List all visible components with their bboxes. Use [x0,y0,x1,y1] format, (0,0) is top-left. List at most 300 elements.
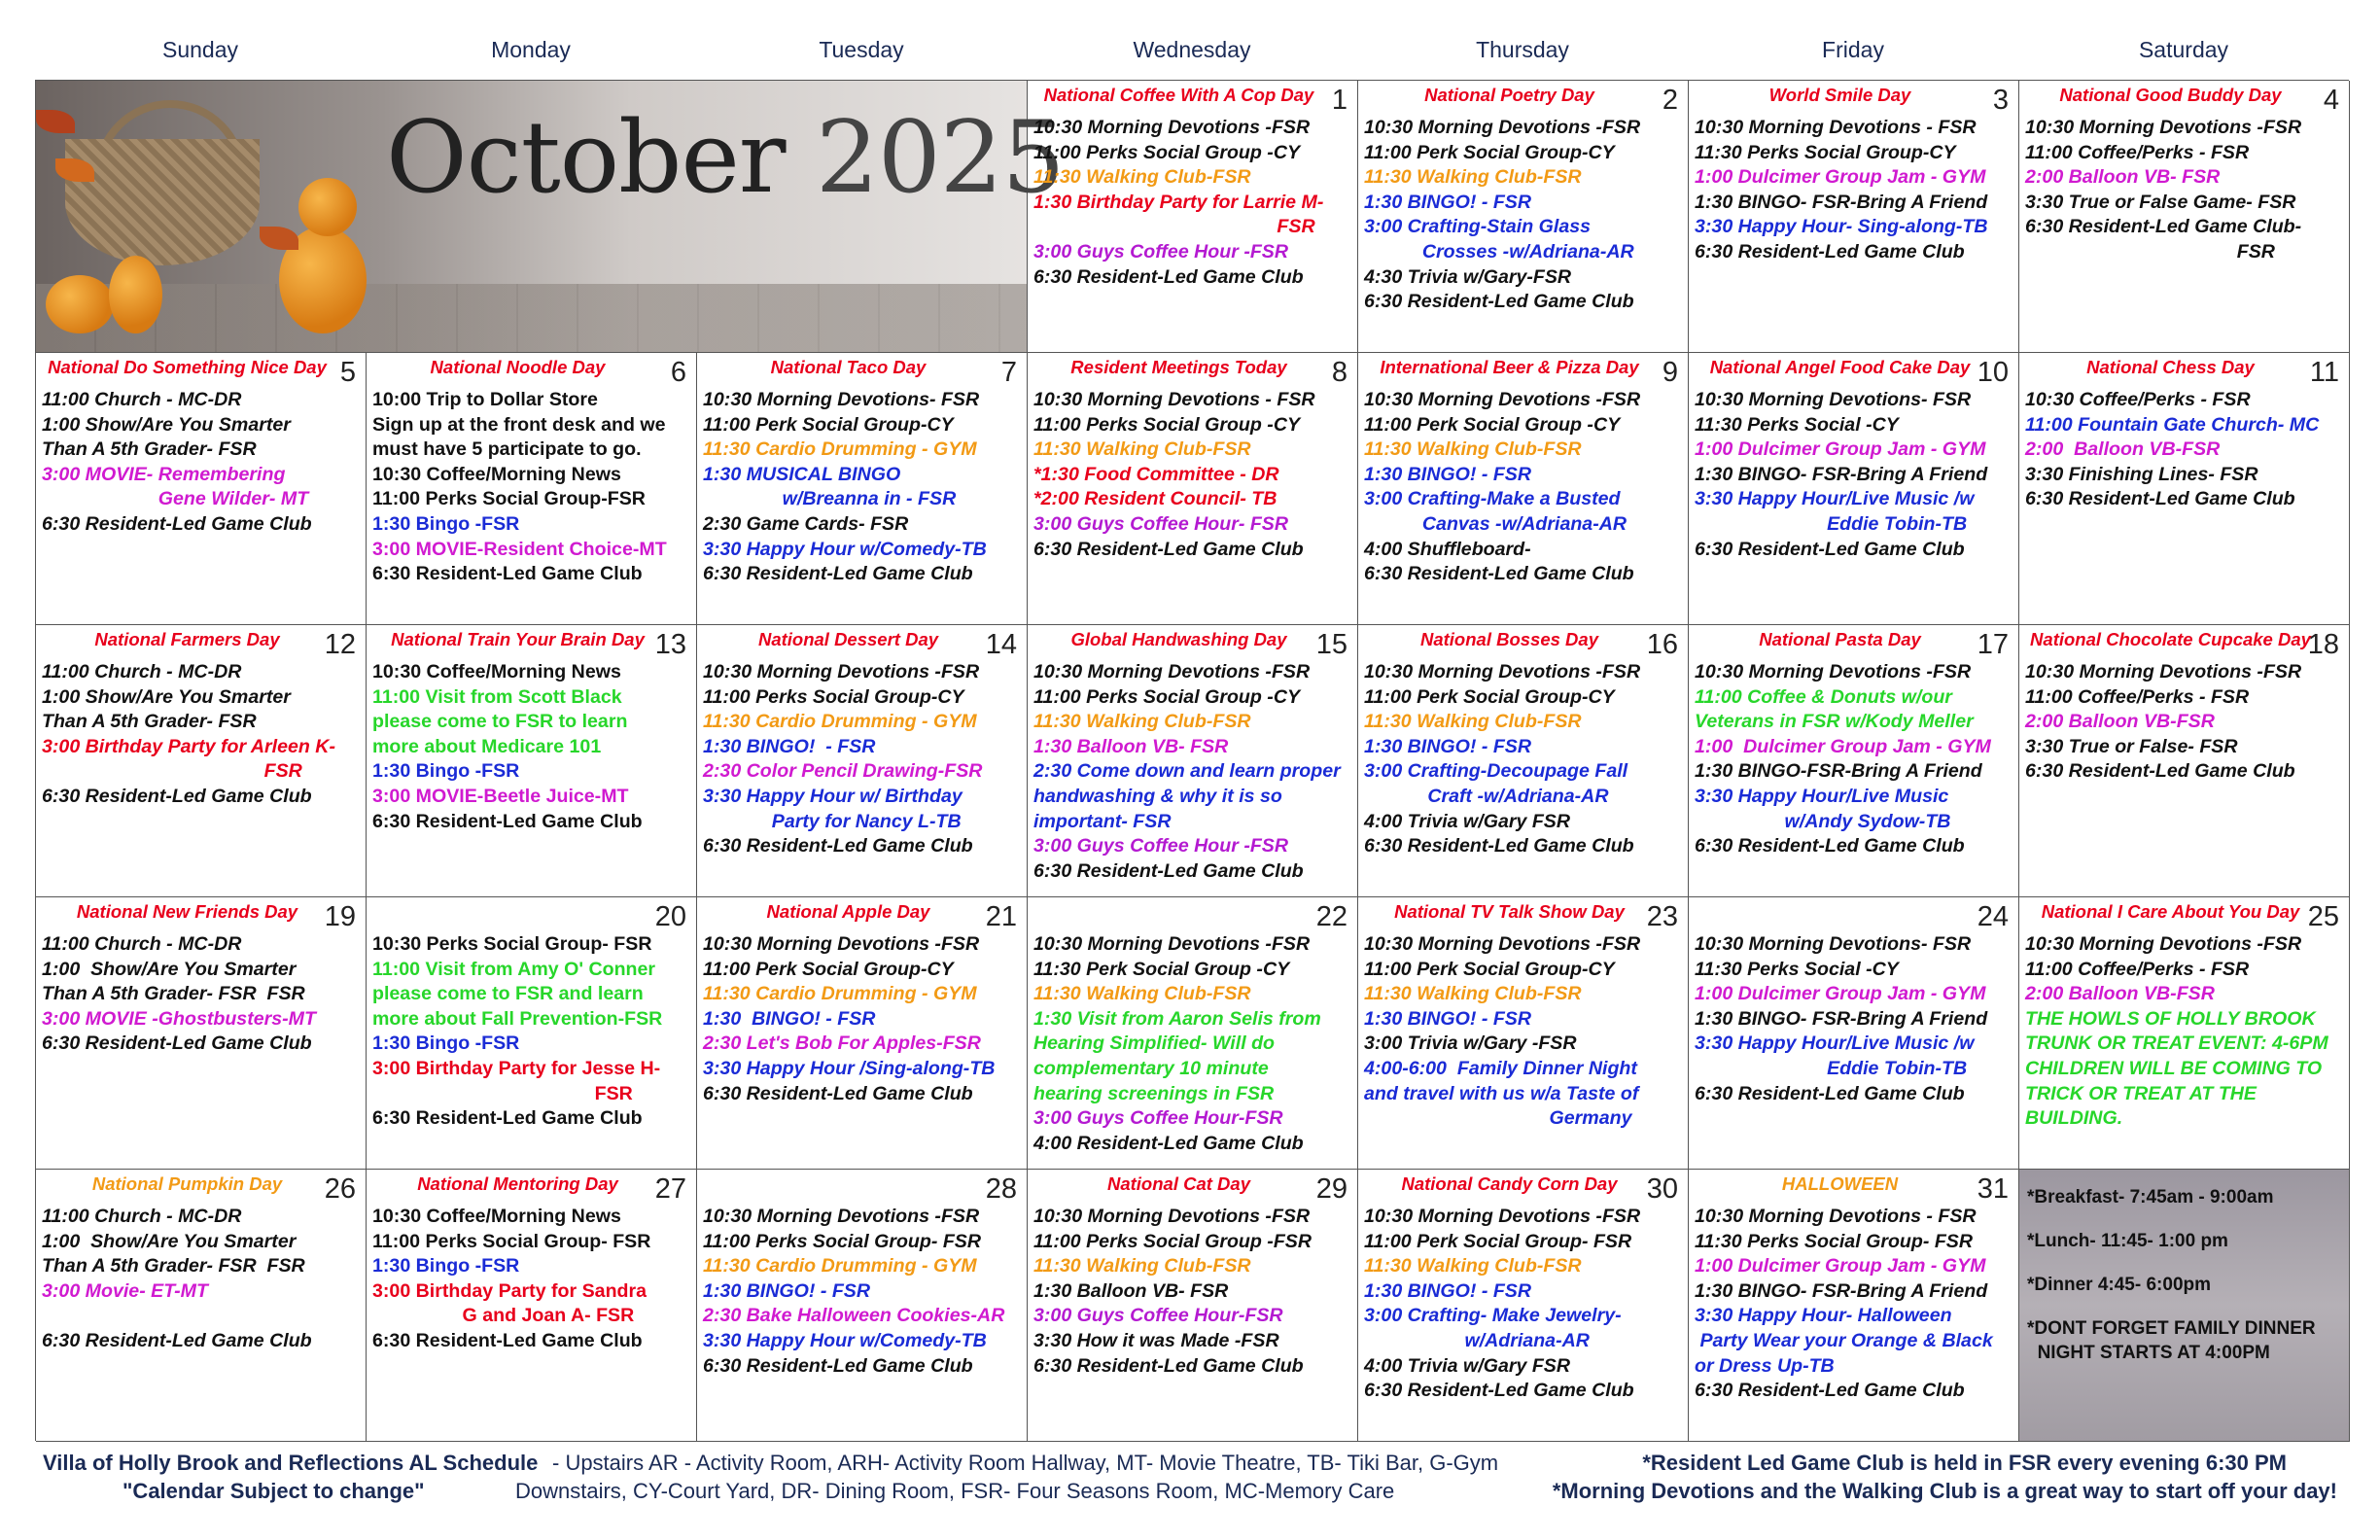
day-number: 3 [1992,85,2009,116]
autumn-leaf-decoration [36,110,75,133]
event-item: 10:30 Morning Devotions - FSR [1033,389,1315,410]
holiday-title: National Farmers Day [94,629,280,649]
event-item: 11:00 Church - MC-DR [42,661,242,682]
event-item: 11:00 Church - MC-DR [42,933,242,955]
event-item: 1:30 Bingo -FSR [372,1032,520,1055]
event-item: 11:00 Perk Social Group -CY [1364,413,1621,436]
event-item: 10:30 Coffee/Morning News [372,661,621,682]
day-number: 21 [985,901,1017,932]
event-item: 3:00 Birthday Party for Jesse H- FSR [372,1057,661,1104]
event-item: 3:00 Guys Coffee Hour- FSR [1033,512,1289,535]
event-item: 6:30 Resident-Led Game Club [372,1107,643,1130]
event-item: 11:00 Coffee/Perks - FSR [2025,685,2250,708]
event-list [1033,660,1351,884]
weekday-label: Tuesday [819,37,904,62]
event-item: 1:00 Show/Are You Smarter Than A 5th Grader- FSR FSR [42,958,305,1005]
day-number: 16 [1646,629,1678,660]
holiday-title: National Chocolate Cupcake Day [2030,629,2311,649]
day-number: 8 [1331,357,1348,388]
holiday-title [1695,901,2012,923]
event-item: 11:00 Visit from Amy O' Conner please come to FSR and learn more about Fall Prevention-FSR [372,958,663,1030]
event-item: 3:30 Happy Hour w/ Birthday Party for Nancy L-TB [703,785,962,832]
holiday-title: National Cat Day [1106,1173,1250,1194]
event-item: 6:30 Resident-Led Game Club [1695,1082,1965,1104]
day-cell [1689,897,2019,1170]
event-item: 1:30 Balloon VB- FSR [1033,1279,1229,1302]
event-list [703,1205,1021,1379]
event-item: 4:30 Trivia w/Gary-FSR [1364,265,1572,288]
day-cell [1689,625,2019,897]
event-item: 11:30 Walking Club-FSR [1364,166,1582,189]
meal-time-note: *Breakfast- 7:45am - 9:00am [2027,1187,2274,1208]
event-item: 11:30 Walking Club-FSR [1364,1255,1582,1278]
event-item: 6:30 Resident-Led Game Club [42,785,312,807]
event-item: 6:30 Resident-Led Game Club [2025,488,2295,510]
event-item: 3:30 Happy Hour w/Comedy-TB [703,538,987,560]
holiday-title: National Mentoring Day [417,1173,618,1194]
day-cell [697,897,1028,1170]
event-item: 11:30 Walking Club-FSR [1364,711,1582,733]
event-item: 4:00 Resident-Led Game Club [1033,1132,1304,1154]
event-item: 10:30 Morning Devotions -FSR [1033,661,1311,682]
event-item: 11:00 Perks Social Group-CY [703,685,964,708]
event-item: 1:30 MUSICAL BINGO w/Breanna in - FSR [703,463,957,510]
event-item: 3:00 Movie- ET-MT [42,1279,208,1302]
event-item: 11:00 Visit from Scott Black please come to FSR to learn more about Medicare 101 [372,685,628,757]
day-cell [1028,625,1358,897]
event-item [42,1304,360,1329]
day-cell [367,625,697,897]
day-number: 11 [2309,357,2339,388]
event-item: 10:30 Morning Devotions -FSR [703,933,980,955]
holiday-title: National Noodle Day [430,357,606,377]
holiday-title: National Candy Corn Day [1401,1173,1618,1194]
event-list [1364,932,1682,1132]
event-item: 1:30 BINGO! - FSR [1364,735,1532,757]
event-item: 1:00 Dulcimer Group Jam - GYM [1695,735,1991,757]
event-item: 10:30 Morning Devotions -FSR [1364,933,1641,955]
event-item: 11:30 Perks Social -CY [1695,413,1899,436]
event-item: 1:30 BINGO! - FSR [1364,1279,1532,1302]
event-list [1695,116,2012,265]
event-item: 11:30 Walking Club-FSR [1033,983,1251,1005]
event-list [1695,1205,2012,1404]
day-number: 29 [1315,1173,1348,1205]
event-item: 3:30 Finishing Lines- FSR [2025,463,2258,485]
event-item: 1:00 Dulcimer Group Jam - GYM [1695,166,1986,189]
event-item: 1:30 BINGO! - FSR [703,735,876,757]
event-item: 6:30 Resident-Led Game Club [1033,538,1304,560]
event-item: 11:30 Perks Social Group- FSR [1695,1230,1974,1252]
holiday-title: International Beer & Pizza Day [1380,357,1639,377]
day-number: 2 [1662,85,1678,116]
day-number: 27 [654,1173,686,1205]
event-item: 6:30 Resident-Led Game Club [703,563,973,585]
event-list [1033,116,1351,290]
event-item: 3:30 How it was Made -FSR [1033,1329,1279,1351]
event-item: 10:30 Morning Devotions -FSR [1364,1206,1641,1227]
event-item: 2:00 Balloon VB- FSR [2025,166,2221,189]
event-item: 6:30 Resident-Led Game Club [1364,835,1634,858]
event-item: 1:00 Show/Are You Smarter Than A 5th Grader- FSR [42,413,291,461]
event-item: 4:00 Trivia w/Gary FSR [1364,1354,1571,1377]
day-number: 10 [1977,357,2009,388]
event-item: 10:30 Morning Devotions - FSR [1695,1206,1977,1227]
holiday-title: National Coffee With A Cop Day [1043,85,1314,105]
day-cell [1358,897,1689,1170]
holiday-title: National Good Buddy Day [2059,85,2282,105]
event-list [372,660,690,834]
event-item: 11:00 Perks Social Group -FSR [1033,1230,1312,1252]
holiday-title: World Smile Day [1768,85,1911,105]
event-item: 3:30 Happy Hour- Sing-along-TB [1695,216,1988,238]
event-item: 11:30 Perk Social Group -CY [1033,958,1290,980]
day-number: 22 [1315,901,1348,932]
month-title: October [386,100,786,216]
holiday-title: National Pasta Day [1759,629,1921,649]
calendar-footer [35,1451,2349,1507]
day-number: 1 [1331,85,1348,116]
event-item: 3:00 MOVIE-Resident Choice-MT [372,538,667,560]
event-item: 3:30 Happy Hour- Halloween Party Wear your Orange & Black or Dress Up-TB [1695,1305,1993,1377]
event-item: 11:30 Walking Club-FSR [1033,166,1251,189]
day-number: 28 [985,1173,1017,1205]
event-item: 11:30 Walking Club-FSR [1033,1255,1251,1278]
event-item: 3:00 MOVIE -Ghostbusters-MT [42,1007,316,1030]
event-item: 4:00-6:00 Family Dinner Night and travel with us w/a Taste of Germany [1364,1057,1639,1130]
day-cell [36,1170,367,1442]
month-banner [36,81,1065,353]
game-club-note: *Resident Led Game Club is held in FSR every evening 6:30 PM [1642,1451,2287,1475]
pumpkin-image [46,275,114,333]
event-item: 4:00 Shuffleboard- [1364,538,1531,560]
event-item: 1:30 BINGO-FSR-Bring A Friend [1695,760,1982,783]
event-item: 11:00 Perks Social Group- FSR [372,1230,651,1252]
meal-time-note: *Lunch- 11:45- 1:00 pm [2027,1231,2228,1251]
event-item: 3:30 Happy Hour/Live Music w/Andy Sydow-TB [1695,785,1951,832]
day-number: 15 [1315,629,1348,660]
day-number: 25 [2307,901,2339,932]
holiday-title: National Train Your Brain Day [391,629,645,649]
event-list [1033,388,1351,562]
event-item: 10:30 Morning Devotions- FSR [703,389,980,410]
event-item: 1:30 Bingo -FSR [372,512,520,535]
event-item: 1:30 Balloon VB- FSR [1033,735,1229,757]
day-number: 24 [1977,901,2009,932]
event-list [1364,116,1682,315]
event-item: 3:00 Birthday Party for Sandra G and Joan A- FSR [372,1279,648,1327]
event-item: 3:30 True or False Game- FSR [2025,191,2296,213]
event-item: 10:30 Morning Devotions- FSR [1695,389,1972,410]
weekday-header-row [35,37,2349,66]
event-item: 11:30 Perks Social -CY [1695,958,1899,980]
holiday-title: National Pumpkin Day [91,1173,283,1194]
devotions-note: *Morning Devotions and the Walking Club is a great way to start off your day! [1552,1479,2337,1503]
event-item: 11:00 Perk Social Group-CY [1364,958,1615,980]
event-item: 11:00 Church - MC-DR [42,1206,242,1227]
event-item: 11:00 Fountain Gate Church- MC [2025,413,2320,436]
day-cell [1028,353,1358,625]
event-item: 10:30 Perks Social Group- FSR [372,933,652,955]
event-item: 6:30 Resident-Led Game Club [372,563,643,585]
event-item: *1:30 Food Committee - DR [1033,463,1279,485]
day-cell [2019,81,2350,353]
event-item: 4:00 Trivia w/Gary FSR [1364,810,1571,832]
event-item: 6:30 Resident-Led Game Club [1695,1380,1965,1402]
event-item: 11:30 Walking Club-FSR [1364,983,1582,1005]
event-item: 10:30 Morning Devotions -FSR [1364,661,1641,682]
event-item: 1:00 Dulcimer Group Jam - GYM [1695,438,1986,461]
event-item: 11:00 Perk Social Group-CY [703,958,954,980]
location-legend-upstairs: - Upstairs AR - Activity Room, ARH- Activity Room Hallway, MT- Movie Theatre, TB- Tiki Bar, G-Gym [552,1451,1499,1475]
day-cell [1689,1170,2019,1442]
day-cell [1358,1170,1689,1442]
event-item: 2:30 Come down and learn proper handwashing & why it is so important- FSR [1033,760,1341,832]
event-item: 10:30 Morning Devotions -FSR [1695,661,1972,682]
event-item: 3:30 Happy Hour /Sing-along-TB [703,1057,996,1079]
weekday-label: Wednesday [1133,37,1251,62]
holiday-title: National New Friends Day [76,901,298,922]
event-item: 1:30 BINGO! - FSR [1364,463,1532,485]
holiday-title: National Taco Day [770,357,927,377]
day-number: 6 [670,357,686,388]
day-number: 20 [654,901,686,932]
holiday-title: National I Care About You Day [2041,901,2300,922]
event-item: 1:00 Show/Are You Smarter Than A 5th Grader- FSR [42,685,291,733]
day-cell [2019,897,2350,1170]
event-list [42,660,360,810]
event-item: 11:00 Coffee/Perks - FSR [2025,141,2250,163]
event-list [703,932,1021,1106]
weekday-label: Thursday [1476,37,1569,62]
event-item: 11:00 Perks Social Group -CY [1033,685,1301,708]
day-cell [367,897,697,1170]
day-cell [2019,625,2350,897]
event-item: 3:00 Crafting-Make a Busted Canvas -w/Adriana-AR [1364,488,1628,535]
meal-time-note: *Dinner 4:45- 6:00pm [2027,1275,2212,1295]
event-item: 1:30 BINGO! - FSR [703,1007,876,1030]
event-item: 6:30 Resident-Led Game Club [372,810,643,832]
day-number: 23 [1646,901,1678,932]
weekday-label: Friday [1822,37,1884,62]
event-item: 6:30 Resident-Led Game Club [1033,265,1304,288]
holiday-title: National Bosses Day [1419,629,1598,649]
meal-times-note-cell [2019,1170,2350,1442]
event-item: 6:30 Resident-Led Game Club [703,1354,973,1377]
event-item: 2:00 Balloon VB-FSR [2025,983,2215,1005]
day-cell [1689,353,2019,625]
event-list [1033,1205,1351,1379]
event-item: *2:00 Resident Council- TB [1033,488,1278,510]
event-item: 6:30 Resident-Led Game Club [42,1329,312,1351]
event-item: 10:30 Morning Devotions -FSR [1033,1206,1311,1227]
calendar-grid [35,80,2349,1441]
event-item: 3:00 Crafting- Make Jewelry- w/Adriana-AR [1364,1305,1622,1351]
event-item: 6:30 Resident-Led Game Club [1364,563,1634,585]
event-item: 3:00 Crafting-Decoupage Fall Craft -w/Adriana-AR [1364,760,1628,807]
event-item: 6:30 Resident-Led Game Club [1695,538,1965,560]
event-list [1364,1205,1682,1404]
event-item: 3:30 Happy Hour/Live Music /w Eddie Tobin-TB [1695,488,1975,535]
event-item: 10:30 Morning Devotions- FSR [1695,933,1972,955]
pumpkin-image [298,178,357,236]
location-legend-downstairs: Downstairs, CY-Court Yard, DR- Dining Room, FSR- Four Seasons Room, MC-Memory Care [515,1479,1395,1503]
event-item: 1:30 BINGO- FSR-Bring A Friend [1695,191,1988,213]
day-number: 17 [1977,629,2009,660]
year-title: 2025 [816,100,1065,216]
event-list [1364,388,1682,587]
event-item: 3:00 Crafting-Stain Glass Crosses -w/Adriana-AR [1364,216,1634,262]
event-item: 6:30 Resident-Led Game Club [1695,835,1965,858]
day-number: 9 [1662,357,1678,388]
day-number: 13 [654,629,686,660]
event-item: 3:00 Guys Coffee Hour-FSR [1033,1305,1283,1327]
wood-planks-decoration [36,284,1027,352]
event-list [42,388,360,538]
event-item: 11:00 Perk Social Group-CY [1364,141,1615,163]
day-number: 30 [1646,1173,1678,1205]
event-item: 1:30 BINGO! - FSR [703,1279,871,1302]
day-cell [1358,625,1689,897]
event-list [1033,932,1351,1156]
day-number: 4 [2323,85,2339,116]
event-item: 11:00 Perk Social Group- FSR [1364,1230,1632,1252]
day-cell [1358,353,1689,625]
event-item: 6:30 Resident-Led Game Club [2025,760,2295,783]
day-cell [36,353,367,625]
event-item: 2:30 Color Pencil Drawing-FSR [703,760,983,783]
event-list [703,388,1021,587]
event-item: 1:30 BINGO- FSR-Bring A Friend [1695,463,1988,485]
day-cell [36,625,367,897]
event-item: 11:00 Perks Social Group-FSR [372,488,646,510]
event-item: 11:30 Perks Social Group-CY [1695,141,1956,163]
day-cell [697,625,1028,897]
event-item: 11:00 Coffee & Donuts w/our Veterans in FSR w/Kody Meller [1695,685,1974,733]
event-item: 10:30 Morning Devotions -FSR [2025,117,2302,138]
event-list [372,1205,690,1354]
weekday-label: Saturday [2138,37,2229,62]
event-item: 3:00 Guys Coffee Hour -FSR [1033,835,1289,858]
holiday-title: National Poetry Day [1424,85,1594,105]
event-item: 3:00 Trivia w/Gary -FSR [1364,1032,1577,1055]
holiday-title: National Do Something Nice Day [48,357,327,377]
event-item: 10:30 Morning Devotions -FSR [1364,389,1641,410]
day-number: 7 [1000,357,1017,388]
day-cell [1028,1170,1358,1442]
day-number: 31 [1977,1173,2009,1205]
event-item: 2:30 Let's Bob For Apples-FSR [703,1032,981,1055]
event-item: 3:00 Guys Coffee Hour -FSR [1033,240,1289,262]
day-number: 18 [2307,629,2339,660]
pumpkin-image [109,256,162,333]
event-item: 1:30 BINGO! - FSR [1364,1007,1532,1030]
event-item: 6:30 Resident-Led Game Club [372,1329,643,1351]
event-item: 1:30 Bingo -FSR [372,760,520,783]
event-item: 11:00 Perks Social Group -CY [1033,141,1301,163]
event-item: 11:30 Cardio Drumming - GYM [703,711,977,733]
schedule-title: Villa of Holly Brook and Reflections AL Schedule [43,1451,539,1475]
holiday-title [372,901,690,923]
event-item: 11:00 Perks Social Group -CY [1033,413,1301,436]
event-list [1695,388,2012,562]
event-item: 1:30 Bingo -FSR [372,1255,520,1278]
event-list [2025,660,2343,785]
event-list [372,388,690,587]
event-item: 2:30 Bake Halloween Cookies-AR [703,1305,1005,1327]
event-item: 11:30 Cardio Drumming - GYM [703,983,977,1005]
day-cell [2019,353,2350,625]
event-item: 10:30 Morning Devotions -FSR [1033,117,1311,138]
event-item: 3:00 MOVIE- Remembering Gene Wilder- MT [42,463,309,510]
holiday-title: National Chess Day [2086,357,2255,377]
event-item: 2:00 Balloon VB-FSR [2025,438,2221,461]
event-item: 10:30 Morning Devotions -FSR [703,661,980,682]
event-item: 10:30 Coffee/Morning News [372,1206,621,1227]
event-list [42,1205,360,1354]
event-item: 10:30 Morning Devotions -FSR [2025,933,2302,955]
event-item: 1:30 BINGO- FSR-Bring A Friend [1695,1007,1988,1030]
event-item: 11:00 Coffee/Perks - FSR [2025,958,2250,980]
event-item: 2:00 Balloon VB-FSR [2025,711,2215,733]
event-item: 11:30 Walking Club-FSR [1033,711,1251,733]
holiday-title: National Dessert Day [757,629,939,649]
holiday-title [703,1173,1021,1195]
day-cell [697,353,1028,625]
event-item: 10:30 Morning Devotions -FSR [1364,117,1641,138]
day-number: 12 [324,629,356,660]
event-item: 3:00 Guys Coffee Hour-FSR [1033,1107,1283,1130]
event-item: 6:30 Resident-Led Game Club [703,1082,973,1104]
event-item: 6:30 Resident-Led Game Club [1033,1354,1304,1377]
holiday-title: National Angel Food Cake Day [1709,357,1971,377]
weekday-label: Sunday [161,37,238,62]
event-list [372,932,690,1132]
event-item: 1:00 Dulcimer Group Jam - GYM [1695,983,1986,1005]
event-item: 1:30 BINGO! - FSR [1364,191,1532,213]
holiday-title: HALLOWEEN [1781,1173,1899,1194]
event-item: 3:00 MOVIE-Beetle Juice-MT [372,785,629,807]
event-item: 11:30 Cardio Drumming - GYM [703,1255,977,1278]
event-item: 11:00 Church - MC-DR [42,389,242,410]
event-item: 2:30 Game Cards- FSR [703,512,909,535]
event-item: 3:30 Happy Hour w/Comedy-TB [703,1329,987,1351]
harvest-basket-image [65,139,260,265]
event-item: 6:30 Resident-Led Game Club- FSR [2025,216,2302,262]
day-number: 5 [339,357,356,388]
holiday-title [1033,901,1351,923]
day-number: 26 [324,1173,356,1205]
event-item: 11:00 Perk Social Group-CY [703,413,954,436]
month-year-title [386,100,1065,216]
day-cell [1689,81,2019,353]
event-item: 11:00 Perks Social Group- FSR [703,1230,982,1252]
event-item: 10:30 Coffee/Perks - FSR [2025,389,2251,410]
holiday-title: National Apple Day [766,901,930,922]
day-number: 19 [324,901,356,932]
event-item: 10:30 Morning Devotions -FSR [2025,661,2302,682]
event-list [2025,932,2343,1132]
event-list [1695,932,2012,1106]
event-item: 10:30 Morning Devotions -FSR [1033,933,1311,955]
event-list [1695,660,2012,859]
holiday-title: National TV Talk Show Day [1394,901,1625,922]
event-item: 1:30 BINGO- FSR-Bring A Friend [1695,1279,1988,1302]
event-item: 3:00 Birthday Party for Arleen K- FSR [42,735,335,783]
event-item: 10:00 Trip to Dollar Store Sign up at the front desk and we must have 5 participate to go. [372,389,666,461]
holiday-title: Resident Meetings Today [1070,357,1287,377]
meal-time-note: *DONT FORGET FAMILY DINNER NIGHT STARTS AT 4:00PM [2027,1318,2316,1363]
